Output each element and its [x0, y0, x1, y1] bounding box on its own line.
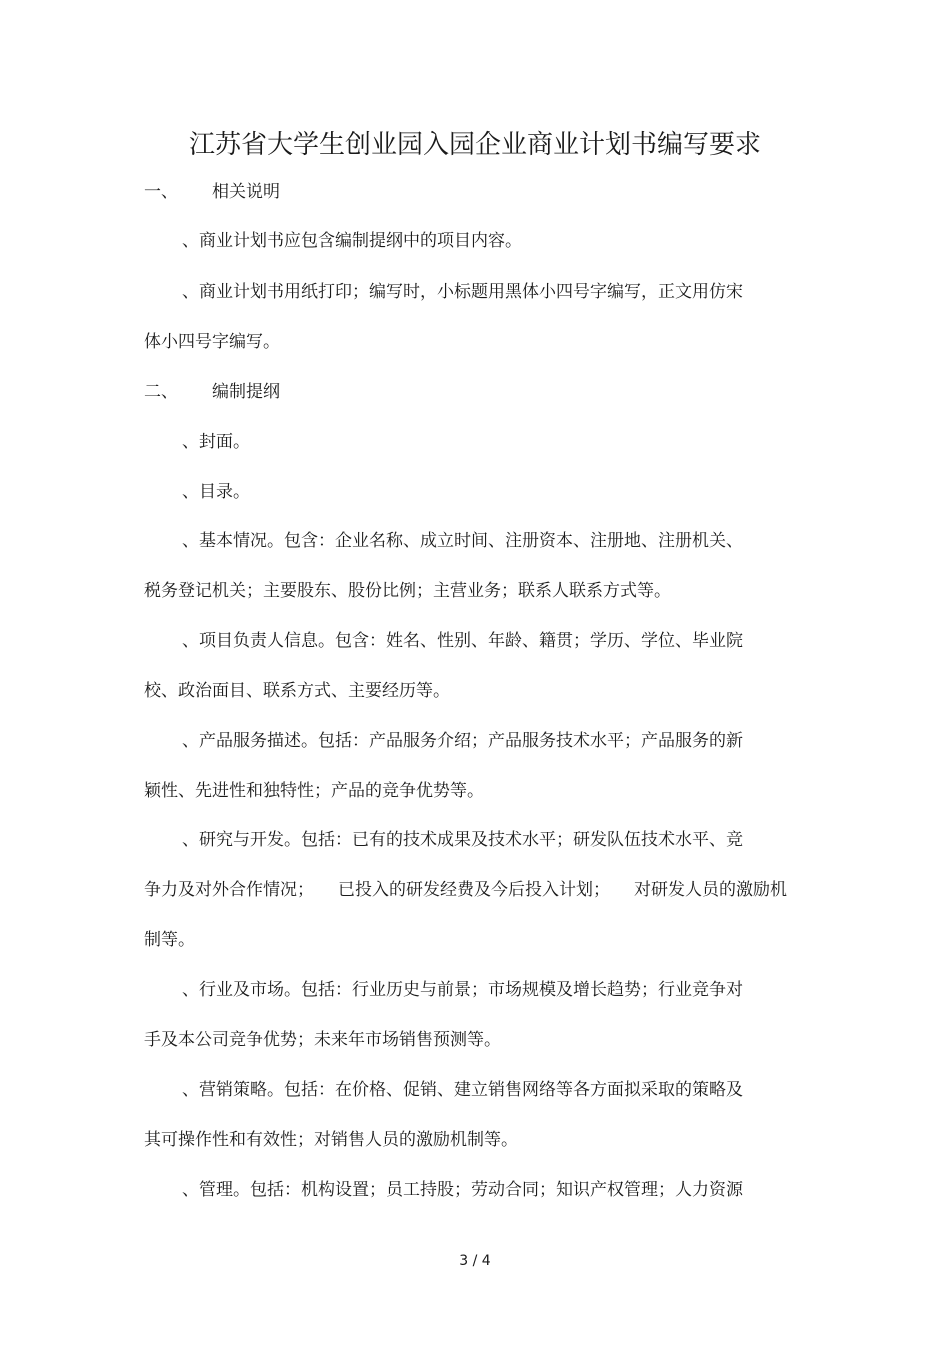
- list-item-continuation: 制等。: [144, 930, 195, 950]
- document-title: 江苏省大学生创业园入园企业商业计划书编写要求: [188, 130, 761, 160]
- list-item-continuation: 税务登记机关；主要股东、股份比例；主营业务；联系人联系方式等。: [144, 581, 671, 601]
- list-item: 、行业及市场。包括：行业历史与前景；市场规模及增长趋势；行业竞争对: [182, 980, 743, 1000]
- list-item: 、产品服务描述。包括：产品服务介绍；产品服务技术水平；产品服务的新: [182, 731, 743, 751]
- text-segment: 已投入的研发经费及今后投入计划；: [338, 880, 610, 900]
- list-item-continuation: 校、政治面目、联系方式、主要经历等。: [144, 681, 450, 701]
- list-item: 、商业计划书用纸打印；编写时，小标题用黑体小四号字编写，正文用仿宋: [182, 282, 743, 302]
- text-segment: 对研发人员的激励机: [634, 880, 787, 900]
- list-item: 、营销策略。包括：在价格、促销、建立销售网络等各方面拟采取的策略及: [182, 1080, 743, 1100]
- list-item-continuation: 手及本公司竞争优势；未来年市场销售预测等。: [144, 1030, 501, 1050]
- section-number: 一、: [144, 182, 178, 202]
- list-item-continuation: [144, 878, 787, 902]
- list-item: 、项目负责人信息。包含：姓名、性别、年龄、籍贯；学历、学位、毕业院: [182, 631, 743, 651]
- list-item: 、封面。: [182, 432, 250, 452]
- list-item-continuation: 其可操作性和有效性；对销售人员的激励机制等。: [144, 1130, 518, 1150]
- list-item: 、目录。: [182, 482, 250, 502]
- list-item: 、商业计划书应包含编制提纲中的项目内容。: [182, 231, 522, 251]
- page-number: 3 / 4: [459, 1253, 491, 1269]
- section-title: 编制提纲: [212, 382, 280, 402]
- list-item: 、管理。包括：机构设置；员工持股；劳动合同；知识产权管理；人力资源: [182, 1180, 743, 1200]
- section-number: 二、: [144, 382, 178, 402]
- list-item-continuation: 颖性、先进性和独特性；产品的竞争优势等。: [144, 781, 484, 801]
- text-segment: 争力及对外合作情况；: [144, 880, 314, 900]
- section-title: 相关说明: [212, 182, 280, 202]
- list-item: 、研究与开发。包括：已有的技术成果及技术水平；研发队伍技术水平、竞: [182, 830, 743, 850]
- list-item-continuation: 体小四号字编写。: [144, 332, 280, 352]
- list-item: 、基本情况。包含：企业名称、成立时间、注册资本、注册地、注册机关、: [182, 531, 743, 551]
